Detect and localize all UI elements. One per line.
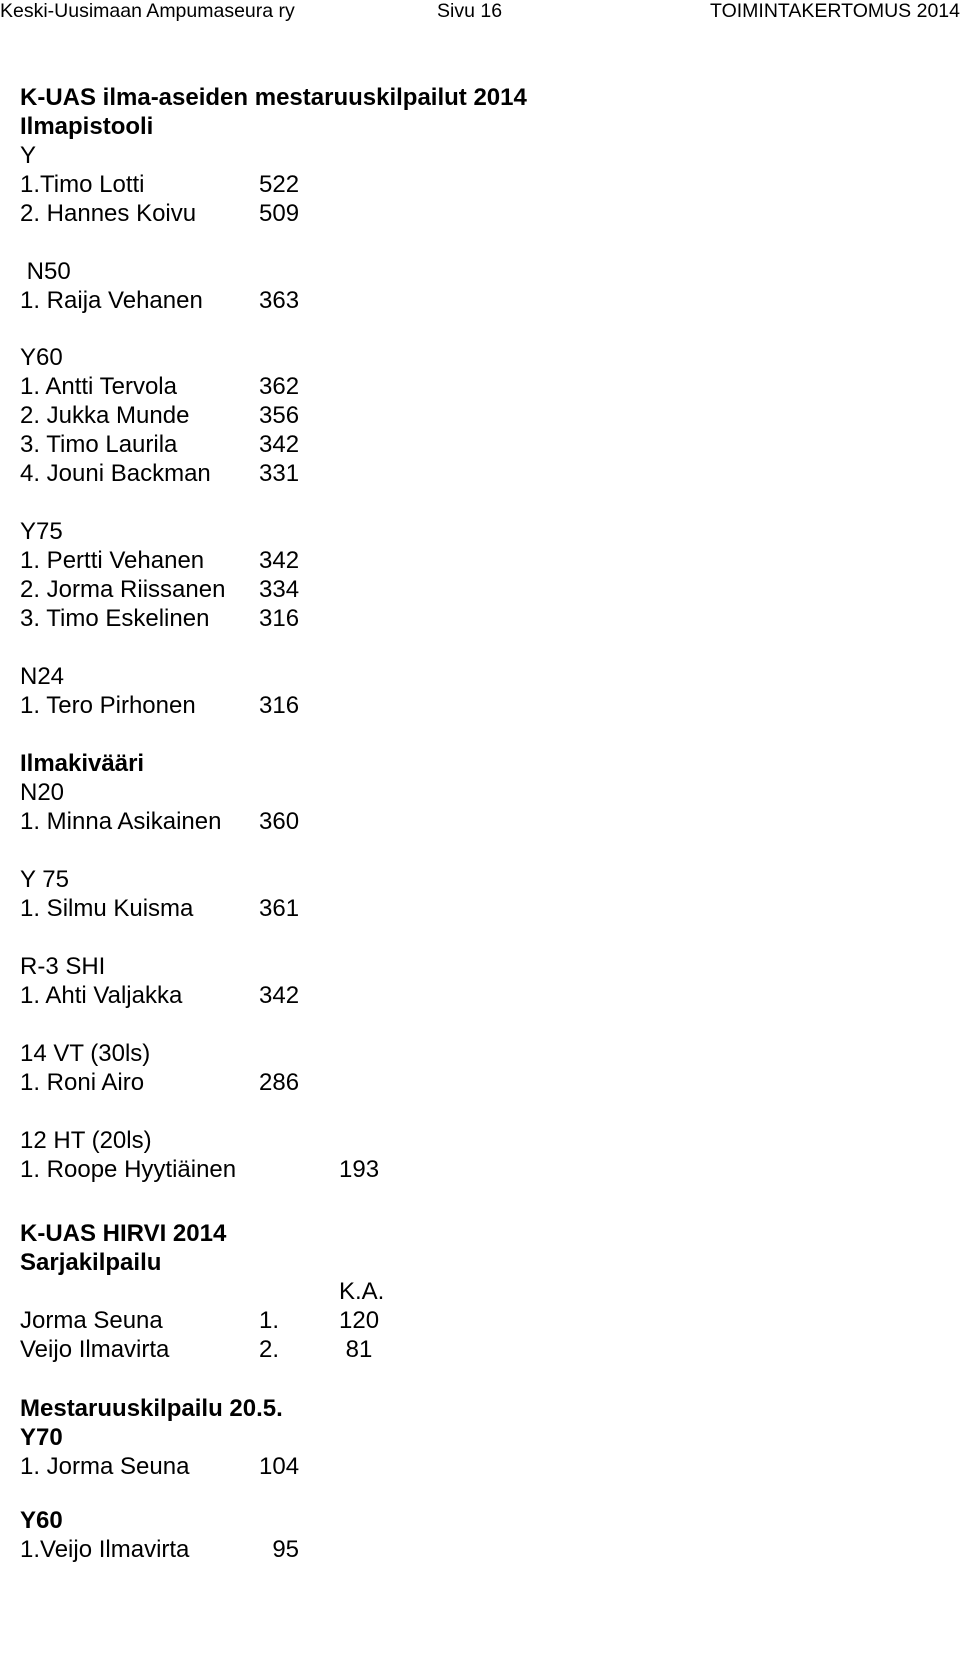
group-label: R-3 SHI (20, 953, 106, 980)
competitor-name: Jorma Seuna (20, 1307, 163, 1334)
competitor-name: 1. Pertti Vehanen (20, 547, 205, 574)
competitor-score: 331 (259, 460, 300, 487)
competitor-score: 95 (259, 1536, 300, 1563)
section-title: K-UAS ilma-aseiden mestaruuskilpailut 2014 (20, 84, 527, 111)
competitor-score: 286 (259, 1069, 300, 1096)
competitor-name: 2. Hannes Koivu (20, 200, 197, 227)
average-column-header: K.A. (339, 1278, 385, 1305)
group-label: Y 75 (20, 866, 69, 893)
header-page-number: Sivu 16 (437, 0, 503, 22)
competitor-name: 1. Antti Tervola (20, 373, 177, 400)
competitor-name: 3. Timo Eskelinen (20, 605, 210, 632)
competitor-name: 1. Minna Asikainen (20, 808, 222, 835)
group-label: N24 (20, 663, 65, 690)
group-label: N20 (20, 779, 65, 806)
average-score: 120 (339, 1307, 380, 1334)
competitor-name: 1. Tero Pirhonen (20, 692, 196, 719)
competitor-name: 1. Roope Hyytiäinen (20, 1156, 237, 1183)
group-label: Y (20, 142, 37, 169)
competitor-name: 1. Raija Vehanen (20, 287, 203, 314)
competitor-name: 1. Silmu Kuisma (20, 895, 194, 922)
competitor-score: 361 (259, 895, 300, 922)
competitor-score: 334 (259, 576, 300, 603)
header-report-title: TOIMINTAKERTOMUS 2014 (710, 0, 960, 22)
competitor-score: 316 (259, 692, 300, 719)
section-title: Mestaruuskilpailu 20.5. (20, 1395, 283, 1422)
competitor-name: 4. Jouni Backman (20, 460, 211, 487)
section-title: K-UAS HIRVI 2014 (20, 1220, 227, 1247)
competitor-score: 193 (339, 1156, 380, 1183)
competitor-name: 2. Jukka Munde (20, 402, 190, 429)
competitor-name: 1.Timo Lotti (20, 171, 145, 198)
competitor-name: Veijo Ilmavirta (20, 1336, 170, 1363)
placement: 2. (259, 1336, 280, 1363)
section-subtitle: Sarjakilpailu (20, 1249, 162, 1276)
competitor-score: 362 (259, 373, 300, 400)
competitor-name: 2. Jorma Riissanen (20, 576, 226, 603)
group-label: Y75 (20, 518, 63, 545)
header-organization: Keski-Uusimaan Ampumaseura ry (0, 0, 295, 22)
group-label: 14 VT (30ls) (20, 1040, 151, 1067)
competitor-score: 356 (259, 402, 300, 429)
section-subtitle: Ilmakivääri (20, 750, 145, 777)
competitor-score: 316 (259, 605, 300, 632)
competitor-score: 342 (259, 982, 300, 1009)
group-label: Y60 (20, 1507, 63, 1534)
group-label: 12 HT (20ls) (20, 1127, 152, 1154)
average-score: 81 (339, 1336, 373, 1363)
page-header (0, 0, 960, 28)
competitor-name: 3. Timo Laurila (20, 431, 178, 458)
competitor-name: 1. Roni Airo (20, 1069, 145, 1096)
competitor-score: 522 (259, 171, 300, 198)
placement: 1. (259, 1307, 280, 1334)
competitor-name: 1. Jorma Seuna (20, 1453, 190, 1480)
competitor-score: 342 (259, 547, 300, 574)
group-label: Y60 (20, 344, 63, 371)
competitor-score: 360 (259, 808, 300, 835)
group-label: N50 (20, 258, 71, 285)
competitor-name: 1.Veijo Ilmavirta (20, 1536, 190, 1563)
competitor-score: 342 (259, 431, 300, 458)
competitor-name: 1. Ahti Valjakka (20, 982, 183, 1009)
section-subtitle: Ilmapistooli (20, 113, 154, 140)
competitor-score: 104 (259, 1453, 300, 1480)
competitor-score: 363 (259, 287, 300, 314)
competitor-score: 509 (259, 200, 300, 227)
group-label: Y70 (20, 1424, 63, 1451)
